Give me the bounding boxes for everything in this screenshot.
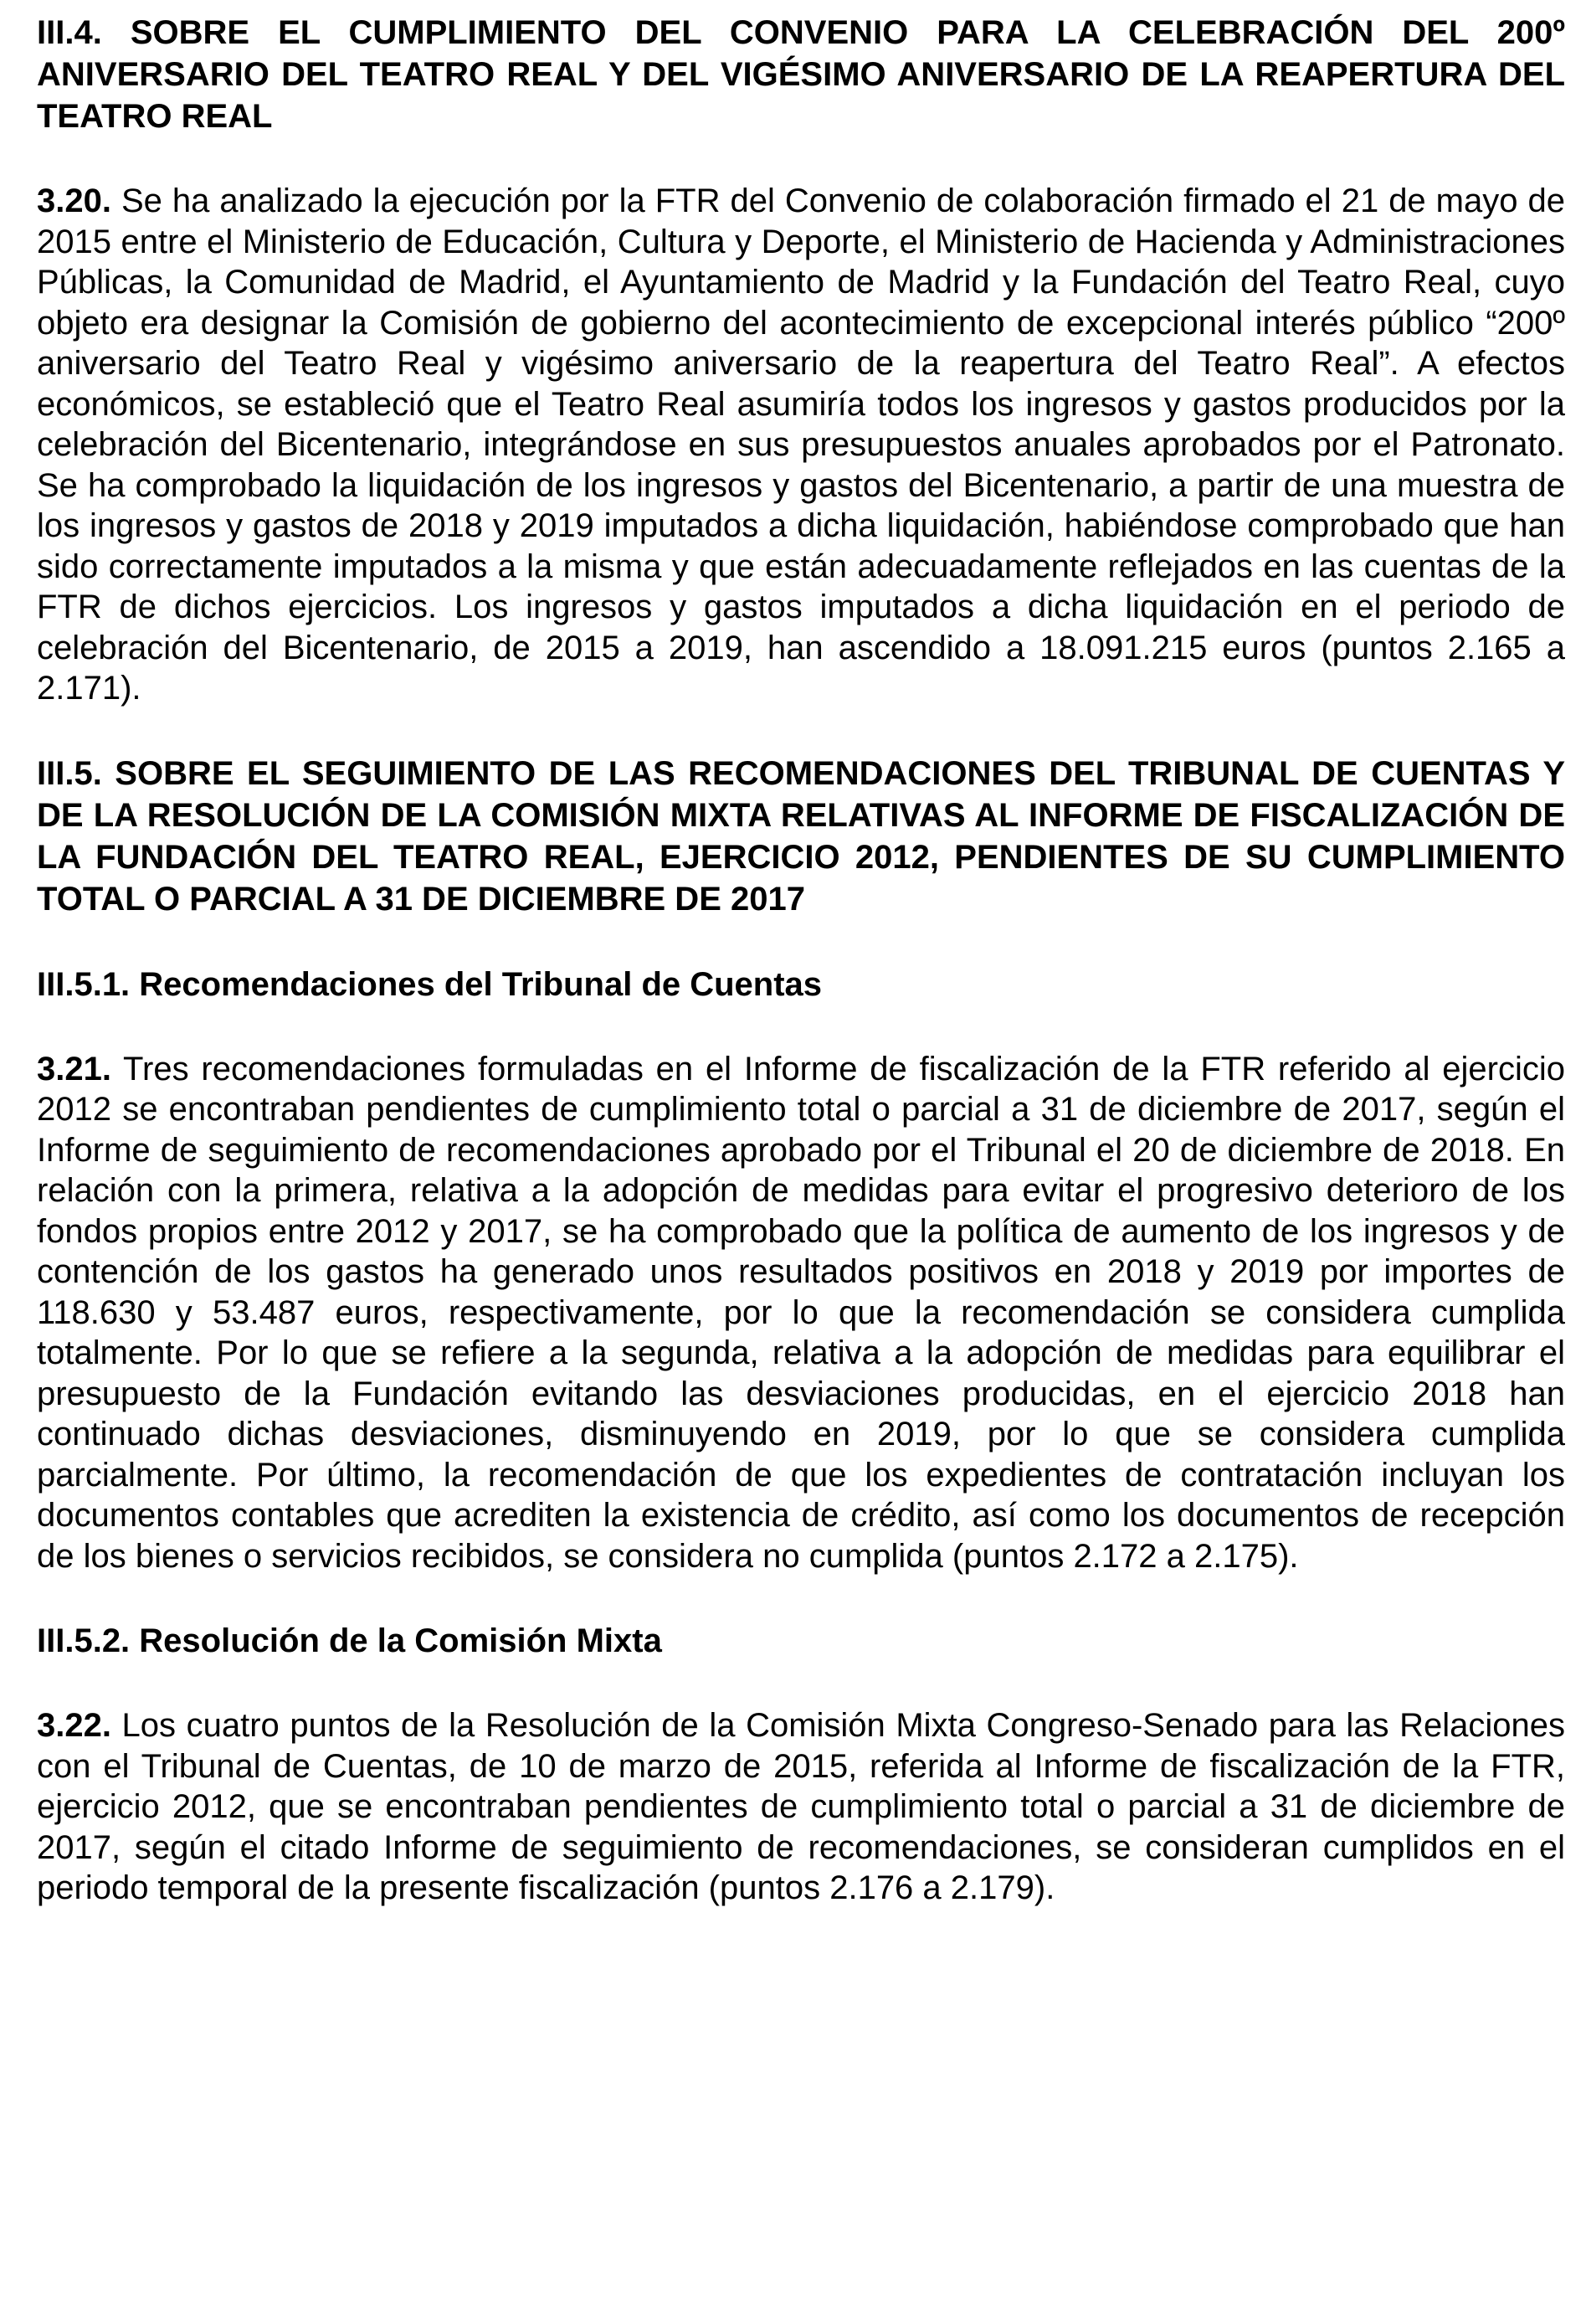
paragraph-number: 3.20. [37,183,111,219]
paragraph-text: Se ha analizado la ejecución por la FTR del Convenio de colaboración firmado el 21 de mayo de 2015 entre el Ministerio de Educación, Cultura y Deporte, el Ministerio de Hacienda y Administraciones Públicas, la Comunidad de Madrid, el Ayuntamiento de Madrid y la Fundación del Teatro Real, cuyo objeto era designar la Comisión de gobierno del acontecimiento de excepcional interés público “200º aniversario del Teatro Real y vigésimo aniversario de la reapertura del Teatro Real”. A efectos económicos, se estableció que el Teatro Real asumiría todos los ingresos y gastos producidos por la celebración del Bicentenario, integrándose en sus presupuestos anuales aprobados por el Patronato. Se ha comprobado la liquidación de los ingresos y gastos del Bicentenario, a partir de una muestra de los ingresos y gastos de 2018 y 2019 imputados a dicha liquidación, habiéndose comprobado que han sido correctamente imputados a la misma y que están adecuadamente reflejados en las cuentas de la FTR de dichos ejercicios. Los ingresos y gastos imputados a dicha liquidación en el periodo de celebración del Bicentenario, de 2015 a 2019, han ascendido a 18.091.215 euros (puntos 2.165 a 2.171). [37,183,1565,707]
spacer [37,709,1565,753]
paragraph-number: 3.22. [37,1707,111,1744]
section-heading-iii4: III.4. SOBRE EL CUMPLIMIENTO DEL CONVENIO PARA LA CELEBRACIÓN DEL 200º ANIVERSARIO DEL TEATRO REAL Y DEL VIGÉSIMO ANIVERSARIO DE LA REAPERTURA DEL TEATRO REAL [37,14,1565,135]
document-page [37,12,1565,1909]
spacer [37,1662,1565,1705]
spacer [37,920,1565,964]
spacer [37,137,1565,181]
section-heading-iii5: III.5. SOBRE EL SEGUIMIENTO DE LAS RECOMENDACIONES DEL TRIBUNAL DE CUENTAS Y DE LA RESOLUCIÓN DE LA COMISIÓN MIXTA RELATIVAS AL INFORME DE FISCALIZACIÓN DE LA FUNDACIÓN DEL TEATRO REAL, EJERCICIO 2012, PENDIENTES DE SU CUMPLIMIENTO TOTAL O PARCIAL A 31 DE DICIEMBRE DE 2017 [37,754,1565,918]
paragraph-3-21 [37,1049,1565,1577]
spacer [37,1005,1565,1049]
paragraph-number: 3.21. [37,1050,111,1087]
paragraph-3-20 [37,181,1565,709]
paragraph-text: Tres recomendaciones formuladas en el Informe de fiscalización de la FTR referido al ejercicio 2012 se encontraban pendientes de cumplimiento total o parcial a 31 de diciembre de 2017, según el Informe de seguimiento de recomendaciones aprobado por el Tribunal el 20 de diciembre de 2018. En relación con la primera, relativa a la adopción de medidas para evitar el progresivo deterioro de los fondos propios entre 2012 y 2017, se ha comprobado que la política de aumento de los ingresos y de contención de los gastos ha generado unos resultados positivos en 2018 y 2019 por importes de 118.630 y 53.487 euros, respectivamente, por lo que la recomendación se considera cumplida totalmente. Por lo que se refiere a la segunda, relativa a la adopción de medidas para equilibrar el presupuesto de la Fundación evitando las desviaciones producidas, en el ejercicio 2018 han continuado dichas desviaciones, disminuyendo en 2019, por lo que se considera cumplida parcialmente. Por último, la recomendación de que los expedientes de contratación incluyan los documentos contables que acrediten la existencia de crédito, así como los documentos de recepción de los bienes o servicios recibidos, se considera no cumplida (puntos 2.172 a 2.175). [37,1050,1565,1575]
paragraph-text: Los cuatro puntos de la Resolución de la Comisión Mixta Congreso-Senado para las Relaciones con el Tribunal de Cuentas, de 10 de marzo de 2015, referida al Informe de fiscalización de la FTR, ejercicio 2012, que se encontraban pendientes de cumplimiento total o parcial a 31 de diciembre de 2017, según el citado Informe de seguimiento de recomendaciones, se consideran cumplidos en el periodo temporal de la presente fiscalización (puntos 2.176 a 2.179). [37,1707,1565,1906]
subsection-heading-iii5-2: III.5.2. Resolución de la Comisión Mixta [37,1622,662,1659]
subsection-heading-iii5-1: III.5.1. Recomendaciones del Tribunal de Cuentas [37,965,823,1003]
spacer [37,1576,1565,1620]
paragraph-3-22 [37,1705,1565,1909]
